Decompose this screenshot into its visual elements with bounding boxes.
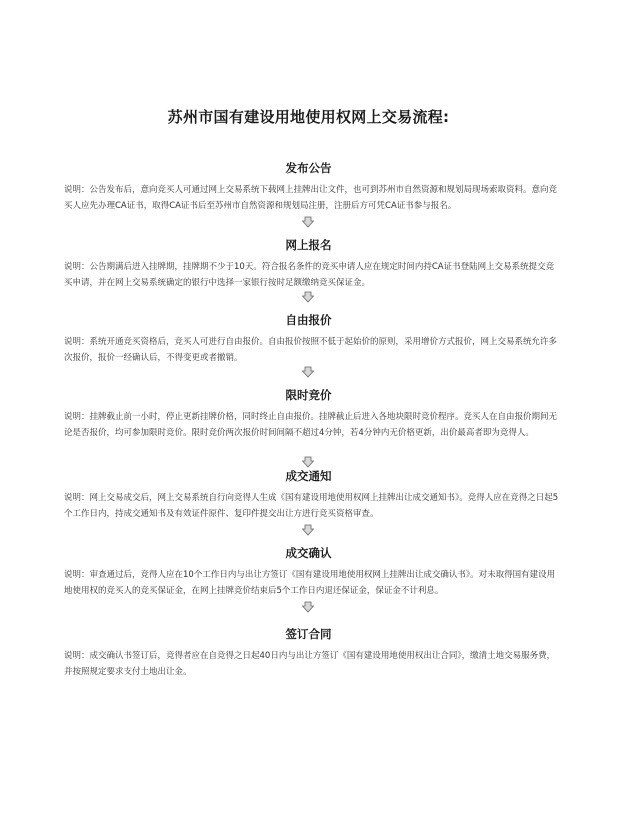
step-description: 说明：挂牌截止前一小时，停止更新挂牌价格，同时终止自由报价。挂牌截止后进入各地块限时竞价程序。竞买人在自由报价期间无论是否报价，均可参加限时竞价。限时竞价两次报价时间间隔不超过4分钟，若4分钟内无价格更新，出价最高者即为竞得人。	[64, 412, 558, 438]
step-description: 说明：公告发布后，意向竞买人可通过网上交易系统下载网上挂牌出让文件，也可到苏州市自然资源和规划局现场索取资料。意向竞买人应先办理CA证书，取得CA证书后至苏州市自然资源和规划局注册，注册后方可凭CA证书参与报名。	[64, 185, 558, 211]
flow-arrow-icon	[302, 216, 314, 228]
step-heading: 限时竞价	[285, 388, 332, 402]
step-heading: 发布公告	[285, 161, 332, 175]
flow-arrow-icon	[302, 601, 314, 613]
step-timed-bidding	[0, 387, 617, 441]
flow-arrow-icon	[302, 366, 314, 378]
step-free-bidding	[0, 312, 617, 366]
step-heading: 签订合同	[285, 627, 332, 641]
step-description: 说明：成交确认书签订后，竞得者应在自竞得之日起40日内与出让方签订《国有建设用地使用权出让合同》，缴清土地交易服务费，并按照规定要求支付土地出让金。	[64, 651, 556, 677]
step-description: 说明：公告期满后进入挂牌期，挂牌期不少于10天。符合报名条件的竞买申请人应在规定时间内持CA证书登陆网上交易系统提交竞买申请，并在网上交易系统确定的银行中选择一家银行按时足额缴纳竞买保证金。	[64, 262, 555, 288]
step-heading: 网上报名	[285, 238, 332, 252]
step-description: 说明：审查通过后，竞得人应在10个工作日内与出让方签订《国有建设用地使用权网上挂牌出让成交确认书》。对未取得国有建设用地使用权的竞买人的竞买保证金，在网上挂牌竞价结束后5个工作日内退还保证金，保证金不计利息。	[64, 570, 556, 596]
step-heading: 成交通知	[285, 469, 332, 483]
step-description: 说明：网上交易成交后，网上交易系统自行向竞得人生成《国有建设用地使用权网上挂牌出让成交通知书》。竞得人应在竞得之日起5个工作日内，持成交通知书及有效证件原件、复印件提交出让方进行竞买资格审查。	[64, 493, 559, 519]
step-online-registration	[0, 237, 617, 291]
step-heading: 成交确认	[285, 546, 332, 560]
flow-arrow-icon	[302, 291, 314, 303]
flow-arrow-icon	[302, 456, 314, 468]
step-sign-contract	[0, 626, 617, 680]
step-transaction-confirmation	[0, 545, 617, 599]
step-publish-announcement	[0, 160, 617, 214]
document-title: 苏州市国有建设用地使用权网上交易流程:	[167, 108, 450, 126]
step-transaction-notice	[0, 468, 617, 522]
step-heading: 自由报价	[285, 313, 332, 327]
flow-arrow-icon	[302, 524, 314, 536]
step-description: 说明：系统开通竞买资格后，竞买人可进行自由报价。自由报价按照不低于起始价的原则，采用增价方式报价，网上交易系统允许多次报价，报价一经确认后，不得变更或者撤销。	[64, 337, 558, 363]
